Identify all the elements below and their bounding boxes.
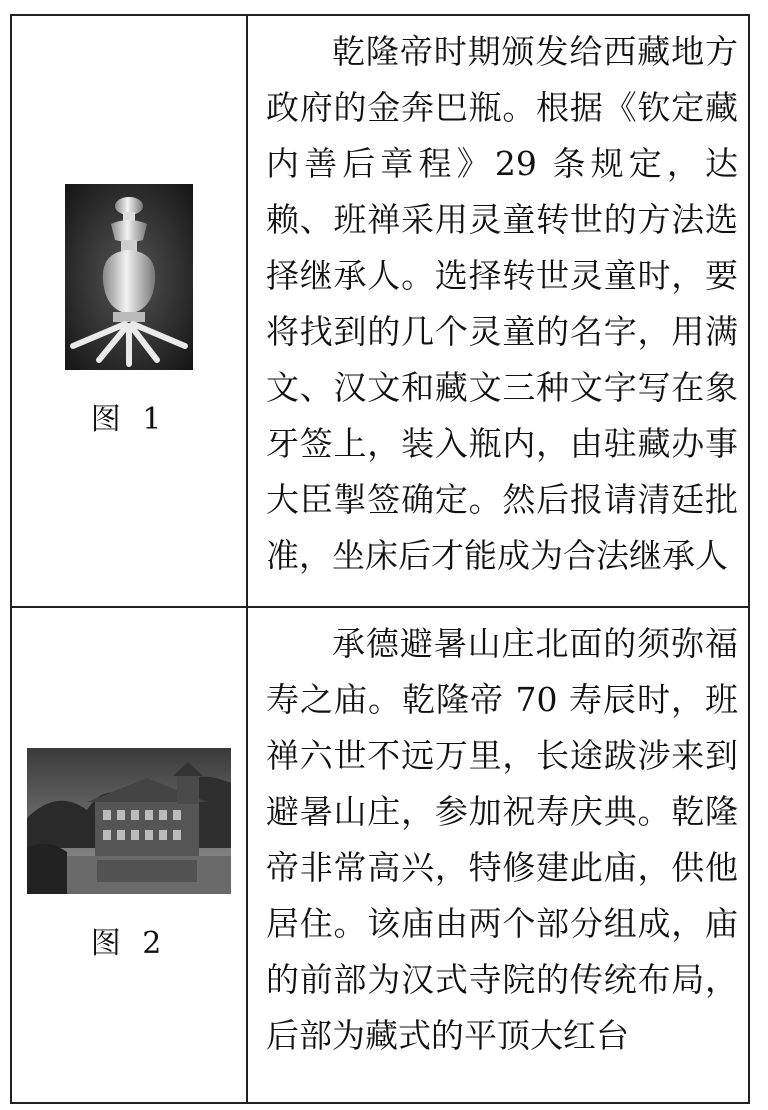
- figure-table: [10, 14, 750, 1104]
- figure-1-caption: 图 1: [90, 402, 168, 437]
- figure-1-description: 乾隆帝时期颁发给西藏地方政府的金奔巴瓶。根据《钦定藏内善后章程》29 条规定，达赖、班禅采用灵童转世的方法选择继承人。选择转世灵童时，要将找到的几个灵童的名字，用满文、汉文和藏文三种文字写在象牙签上，装入瓶内，由驻藏办事大臣掣签确定。然后报请清廷批准，坐床后才能成为合法继承人: [248, 16, 748, 608]
- temple-photo: [27, 748, 231, 894]
- figure-2-caption: 图 2: [90, 926, 168, 961]
- figure-2-description: 承德避暑山庄北面的须弥福寿之庙。乾隆帝 70 寿辰时，班禅六世不远万里，长途跋涉来到避暑山庄，参加祝寿庆典。乾隆帝非常高兴，特修建此庙，供他居住。该庙由两个部分组成，庙的前部为汉式寺院的传统布局，后部为藏式的平顶大红台: [266, 624, 738, 1055]
- figure-1-cell: [12, 16, 248, 608]
- figure-2-cell: [12, 608, 248, 1102]
- golden-urn-photo: [65, 184, 193, 370]
